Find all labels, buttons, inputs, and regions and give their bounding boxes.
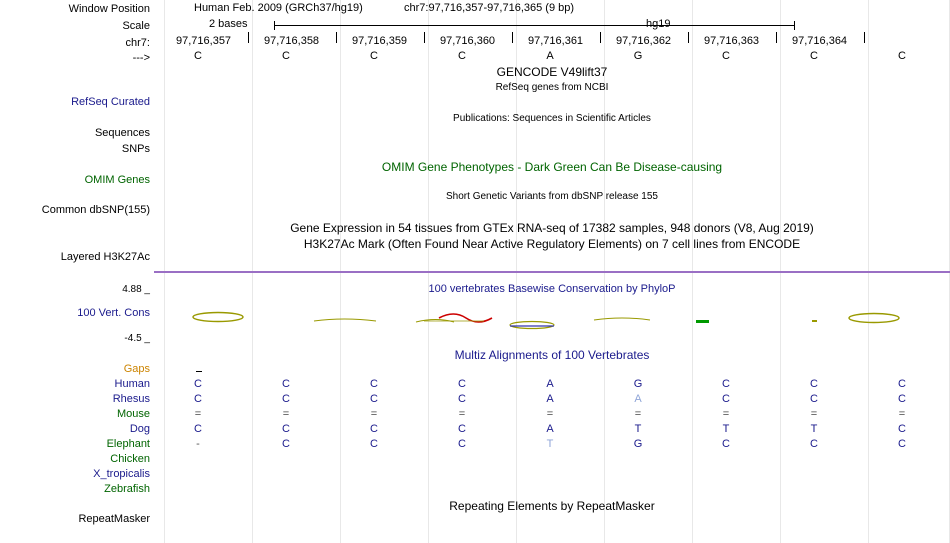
align-base: C (370, 423, 378, 435)
label-species-elephant[interactable]: Elephant (106, 438, 150, 450)
label-species-chicken[interactable]: Chicken (110, 453, 150, 465)
label-species-human[interactable]: Human (114, 378, 150, 390)
align-base: C (370, 438, 378, 450)
assembly-version-badge: hg19 (646, 18, 671, 30)
gencode-track-title[interactable]: GENCODE V49lift37 (496, 65, 608, 79)
ruler-tick (688, 32, 689, 43)
reference-base: C (282, 50, 290, 62)
label-species-zebrafish[interactable]: Zebrafish (104, 483, 150, 495)
align-base: C (722, 378, 730, 390)
align-base: C (898, 438, 906, 450)
gtex-track-title[interactable]: Gene Expression in 54 tissues from GTEx RNA-seq of 17382 samples, 948 donors (V8, Aug 2019) (290, 221, 814, 235)
label-chrom: chr7: (125, 37, 150, 49)
reference-base: C (370, 50, 378, 62)
align-base: C (810, 438, 818, 450)
align-base: C (722, 438, 730, 450)
window-coordinates: chr7:97,716,357-97,716,365 (9 bp) (404, 2, 575, 14)
multiz-track-title[interactable]: Multiz Alignments of 100 Vertebrates (454, 348, 650, 362)
align-base: C (370, 378, 378, 390)
label-repeatmasker[interactable]: RepeatMasker (78, 513, 150, 525)
align-base: A (546, 423, 554, 435)
reference-base: C (722, 50, 730, 62)
align-base: C (810, 393, 818, 405)
align-gap: = (546, 408, 554, 420)
align-base: C (194, 393, 202, 405)
label-species-rhesus[interactable]: Rhesus (112, 393, 150, 405)
phylop-conservation-plot[interactable] (154, 300, 950, 345)
align-base: - (196, 438, 200, 450)
base-position: 97,716,357 (176, 35, 232, 47)
align-base: T (634, 423, 642, 435)
align-base: C (458, 423, 466, 435)
align-base: C (282, 378, 290, 390)
publications-track-title[interactable]: Publications: Sequences in Scientific Articles (453, 113, 651, 124)
phylop-max-value: 4.88 _ (122, 284, 150, 295)
phylop-track-title[interactable]: 100 vertebrates Basewise Conservation by PhyloP (428, 283, 676, 295)
reference-base: C (810, 50, 818, 62)
align-base: T (546, 438, 554, 450)
scale-value: 2 bases (209, 18, 248, 30)
label-sequences[interactable]: Sequences (94, 127, 150, 139)
align-base: T (810, 423, 818, 435)
align-base: C (458, 393, 466, 405)
reference-base: G (633, 50, 643, 62)
align-base: C (194, 378, 202, 390)
label-common-dbsnp[interactable]: Common dbSNP(155) (41, 204, 150, 216)
ruler-tick (336, 32, 337, 43)
align-base: C (810, 378, 818, 390)
repeatmasker-track-title[interactable]: Repeating Elements by RepeatMasker (449, 499, 655, 513)
scale-bar-cap-right (794, 21, 795, 30)
ruler-tick (776, 32, 777, 43)
align-base: C (722, 393, 730, 405)
h3k27ac-track-title[interactable]: H3K27Ac Mark (Often Found Near Active Regulatory Elements) on 7 cell lines from ENCODE (303, 237, 801, 251)
gap-indicator (196, 371, 202, 372)
align-base: C (282, 393, 290, 405)
track-drawing-area[interactable] (154, 0, 950, 543)
reference-base: C (458, 50, 466, 62)
align-base: G (633, 378, 643, 390)
label-species-x-tropicalis[interactable]: X_tropicalis (93, 468, 150, 480)
refseq-track-subtitle[interactable]: RefSeq genes from NCBI (495, 82, 609, 93)
reference-base: A (546, 50, 554, 62)
base-position: 97,716,359 (352, 35, 408, 47)
scale-bar-cap-left (274, 21, 275, 30)
base-position: 97,716,364 (792, 35, 848, 47)
align-base: C (458, 438, 466, 450)
align-gap: = (722, 408, 730, 420)
align-base: C (370, 393, 378, 405)
label-refseq-curated[interactable]: RefSeq Curated (71, 96, 150, 108)
ruler-tick (248, 32, 249, 43)
label-snps[interactable]: SNPs (121, 143, 150, 155)
base-position: 97,716,363 (704, 35, 760, 47)
align-base: A (546, 378, 554, 390)
base-position: 97,716,360 (440, 35, 496, 47)
align-gap: = (458, 408, 466, 420)
base-position: 97,716,362 (616, 35, 672, 47)
label-layered-h3k27ac[interactable]: Layered H3K27Ac (60, 251, 150, 263)
align-gap: = (810, 408, 818, 420)
ruler-tick (600, 32, 601, 43)
phylop-min-value: -4.5 _ (124, 333, 150, 344)
base-position: 97,716,358 (264, 35, 320, 47)
highlight-divider (154, 271, 950, 273)
align-base: C (898, 378, 906, 390)
label-strand: ---> (132, 52, 150, 64)
align-gap: = (194, 408, 202, 420)
align-base: A (634, 393, 642, 405)
omim-track-title[interactable]: OMIM Gene Phenotypes - Dark Green Can Be Disease-causing (381, 160, 723, 174)
reference-base: C (898, 50, 906, 62)
label-species-dog[interactable]: Dog (129, 423, 150, 435)
align-base: C (458, 378, 466, 390)
align-base: C (898, 423, 906, 435)
align-base: A (546, 393, 554, 405)
dbsnp-track-title[interactable]: Short Genetic Variants from dbSNP release 155 (446, 191, 658, 202)
align-gap: = (898, 408, 906, 420)
label-gaps[interactable]: Gaps (123, 363, 150, 375)
scale-bar (274, 25, 794, 26)
align-base: C (898, 393, 906, 405)
align-base: C (194, 423, 202, 435)
align-gap: = (634, 408, 642, 420)
ruler-tick (864, 32, 865, 43)
label-species-mouse[interactable]: Mouse (116, 408, 150, 420)
align-base: C (282, 423, 290, 435)
track-label-column (0, 0, 154, 543)
reference-base: C (194, 50, 202, 62)
base-position: 97,716,361 (528, 35, 584, 47)
label-omim-genes[interactable]: OMIM Genes (84, 174, 150, 186)
align-base: T (722, 423, 730, 435)
align-gap: = (370, 408, 378, 420)
align-base: C (282, 438, 290, 450)
label-scale: Scale (122, 20, 150, 32)
ruler-tick (512, 32, 513, 43)
assembly-name: Human Feb. 2009 (GRCh37/hg19) (194, 2, 363, 14)
ruler-tick (424, 32, 425, 43)
label-100-vert-cons[interactable]: 100 Vert. Cons (77, 307, 150, 319)
label-window-position: Window Position (68, 3, 150, 15)
align-base: G (633, 438, 643, 450)
align-gap: = (282, 408, 290, 420)
